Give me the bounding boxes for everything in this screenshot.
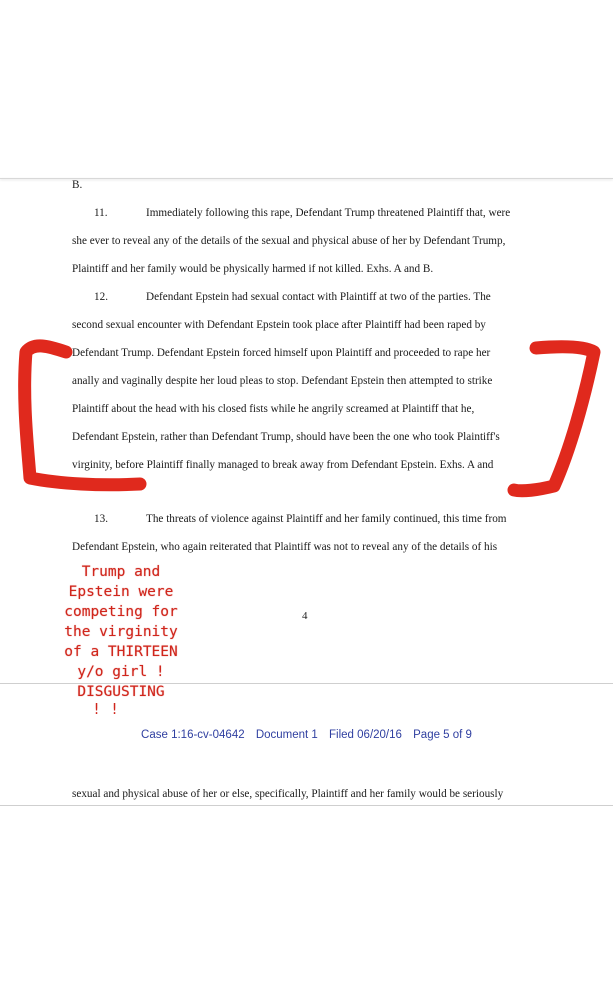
text-line: The threats of violence against Plaintiff and her family continued, this time from	[146, 513, 507, 525]
page-number: 4	[302, 610, 308, 622]
text-line: anally and vaginally despite her loud pleas to stop. Defendant Epstein then attempted to strike	[72, 375, 493, 387]
text-line: Defendant Epstein, rather than Defendant Trump, should have been the one who took Plaintiff's	[72, 431, 500, 443]
text-line: Defendant Epstein, who again reiterated that Plaintiff was not to reveal any of the details of his	[72, 541, 498, 553]
text-line: virginity, before Plaintiff finally managed to break away from Defendant Epstein. Exhs. A and	[72, 459, 494, 471]
text-line: Plaintiff about the head with his closed fists while he angrily screamed at Plaintiff that he,	[72, 403, 475, 415]
page-indicator: Page 5 of 9	[413, 729, 472, 741]
text-line: Immediately following this rape, Defendant Trump threatened Plaintiff that, were	[146, 207, 511, 219]
left-bracket	[25, 346, 140, 485]
annotation-exclamation: ! !	[92, 700, 120, 718]
text-line: Defendant Trump. Defendant Epstein forced himself upon Plaintiff and proceeded to rape her	[72, 347, 491, 359]
text-line: Plaintiff and her family would be physically harmed if not killed. Exhs. A and B.	[72, 263, 434, 275]
text-line: Defendant Epstein had sexual contact with Plaintiff at two of the parties. The	[146, 291, 491, 303]
para-number-11: 11.	[94, 207, 108, 219]
handwritten-annotation: Trump and Epstein were competing for the virginity of a THIRTEEN y/o girl ! DISGUSTING	[64, 564, 178, 700]
text-line-b: B.	[72, 179, 83, 191]
filed-date: Filed 06/20/16	[329, 729, 402, 741]
text-line: sexual and physical abuse of her or else, specifically, Plaintiff and her family would be seriously	[72, 788, 504, 800]
document-number: Document 1	[255, 729, 318, 741]
text-line: second sexual encounter with Defendant Epstein took place after Plaintiff had been raped by	[72, 319, 486, 331]
right-bracket	[514, 347, 594, 491]
para-number-12: 12.	[94, 291, 108, 303]
case-number: Case 1:16-cv-04642	[141, 729, 245, 741]
text-line: she ever to reveal any of the details of the sexual and physical abuse of her by Defendant Trump,	[72, 235, 506, 247]
para-number-13: 13.	[94, 513, 108, 525]
